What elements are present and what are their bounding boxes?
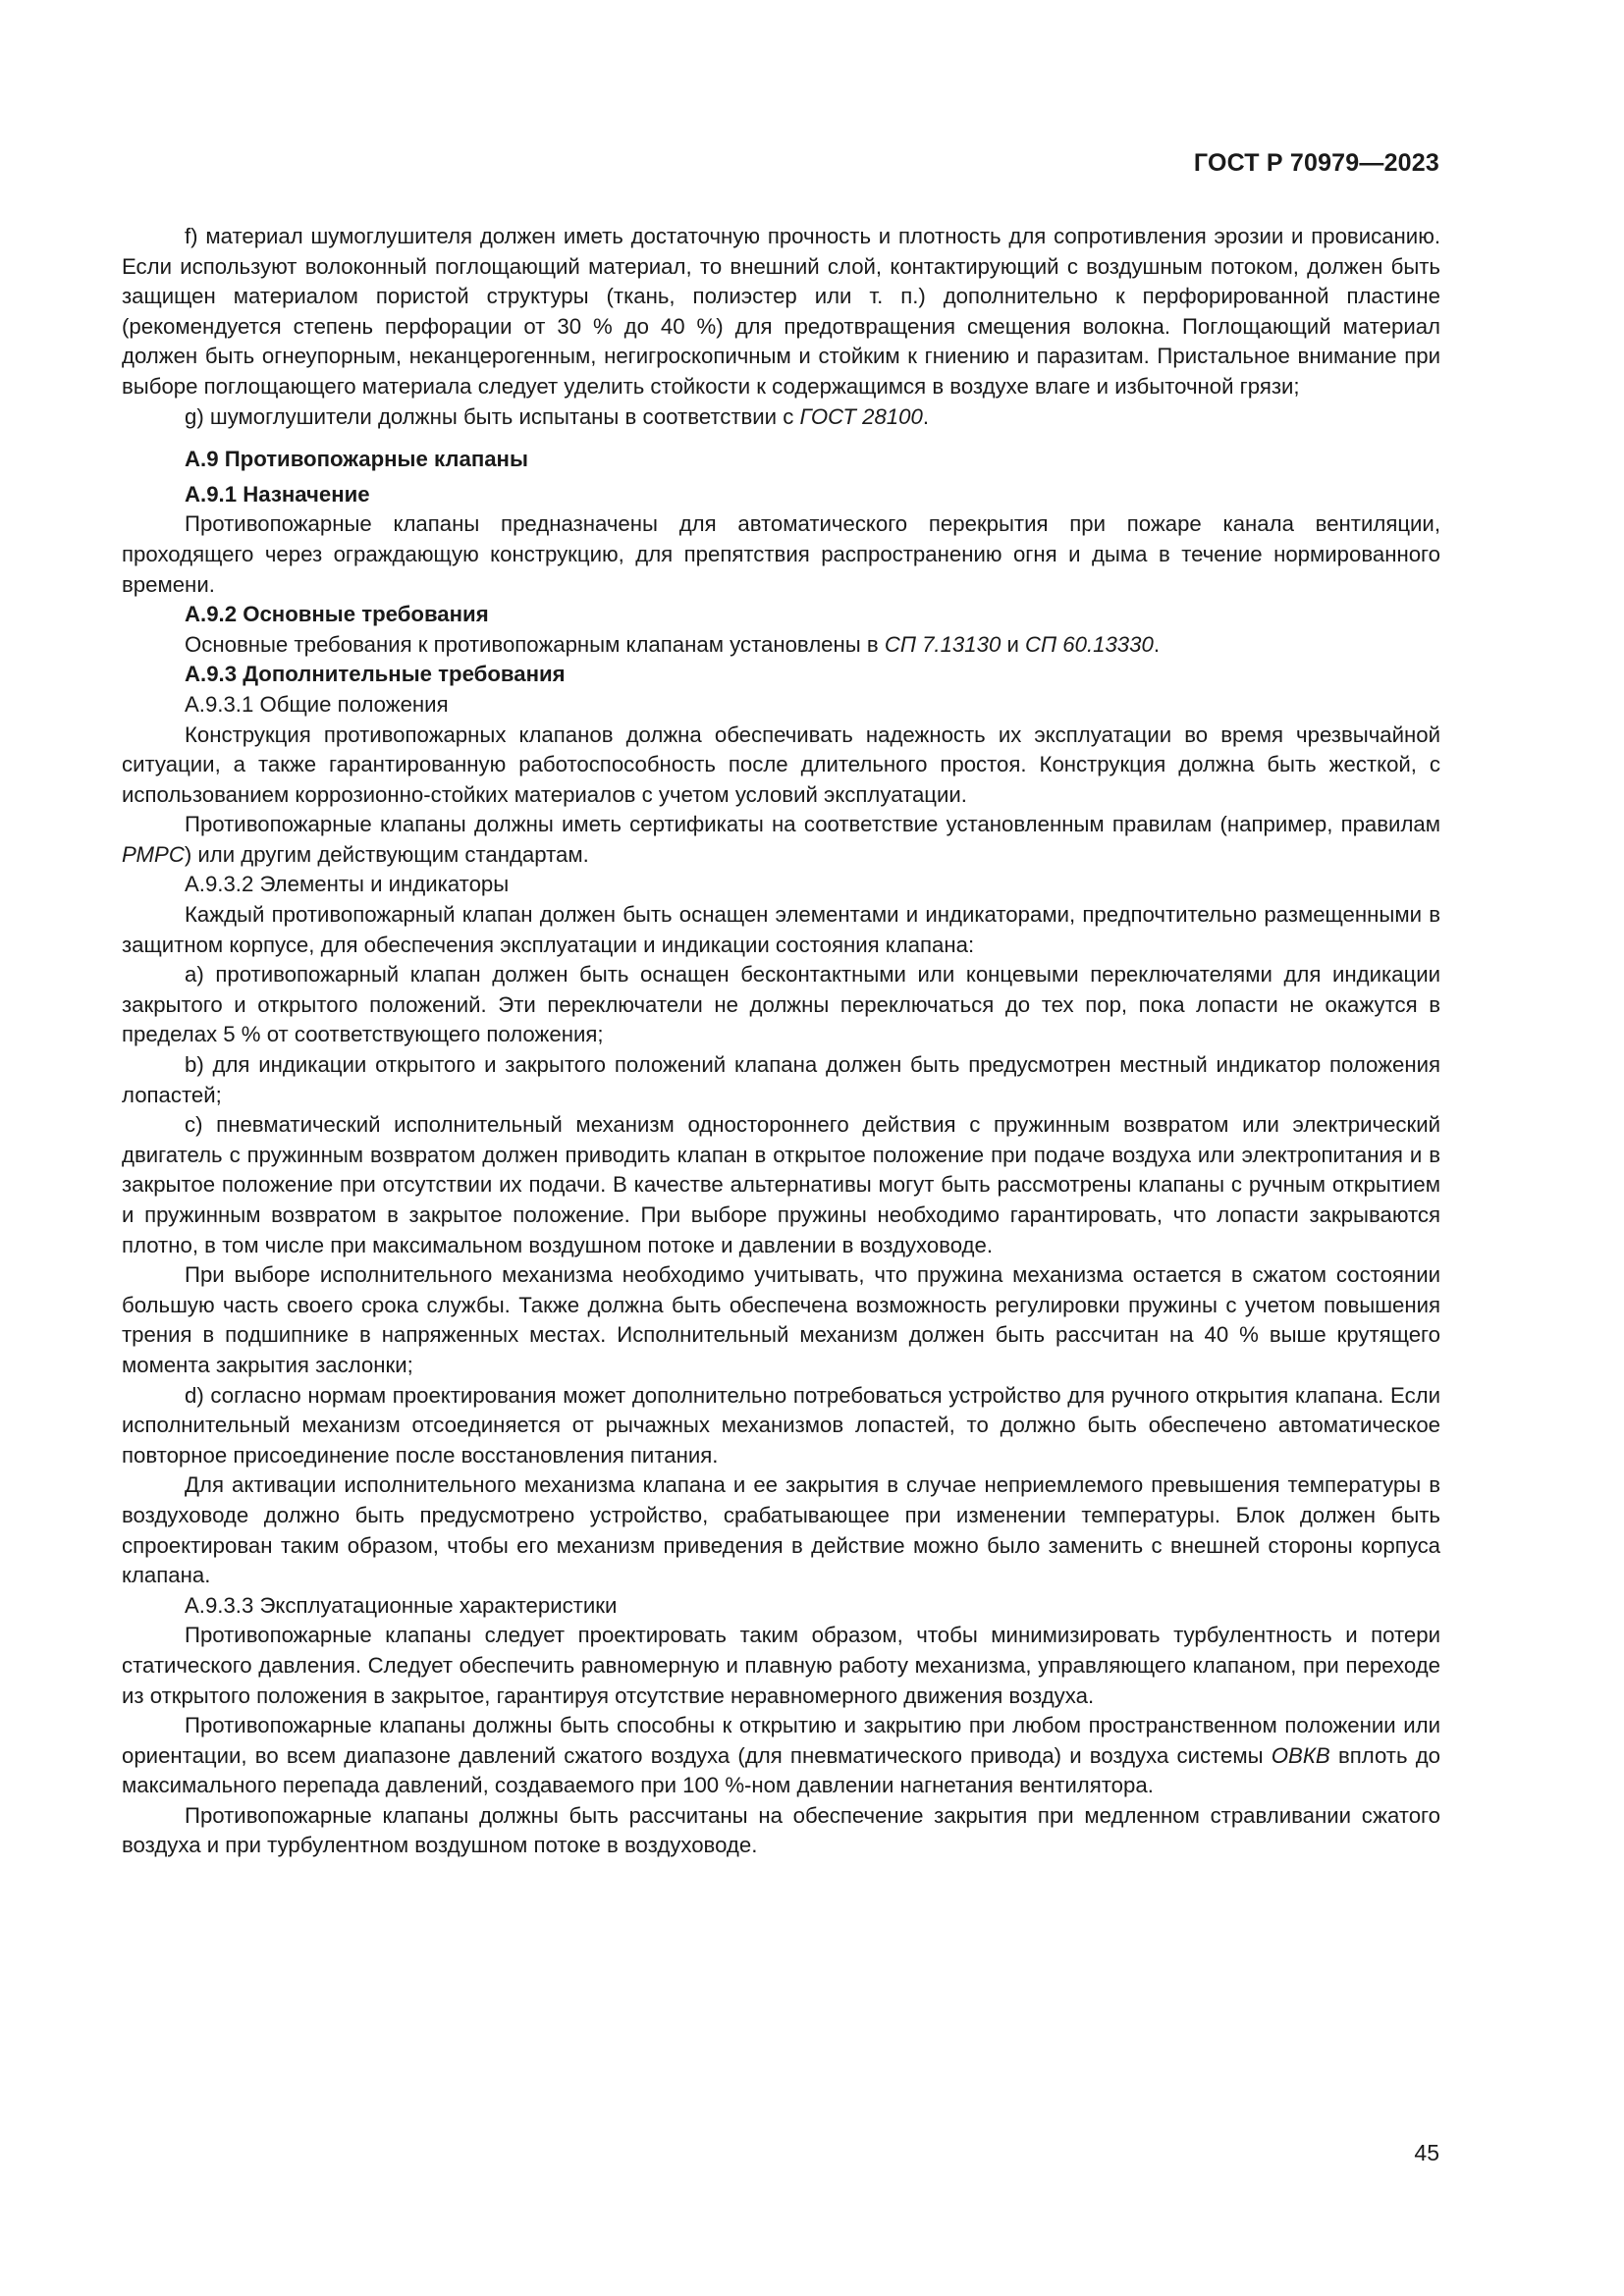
page-number: 45 (1414, 2140, 1439, 2165)
section-heading-a91: А.9.1 Назначение (185, 481, 370, 507)
section-heading-a93: А.9.3 Дополнительные требования (185, 662, 566, 687)
standard-reference: СП 60.13330 (1025, 631, 1154, 657)
paragraph-a931-2-end: ) или другим действующим стандартам. (184, 841, 589, 867)
subsection-title-a931: А.9.3.1 Общие положения (185, 691, 449, 717)
document-code: ГОСТ Р 70979—2023 (1193, 149, 1439, 177)
paragraph-a91: Противопожарные клапаны предназначены для автоматического перекрытия при пожаре канала вентиляции, проходящего через ограждающую конструкцию, для препятствия распространению огня и дыма в течение нормированного времени. (122, 511, 1440, 597)
paragraph-a933-2-text: Противопожарные клапаны должны быть способны к открытию и закрытию при любом пространственном положении или ориентации, во всем диапазоне давлений сжатого воздуха (для пневматического привода) и воздуха системы (122, 1713, 1440, 1768)
paragraph-a932-d2: Для активации исполнительного механизма клапана и ее закрытия в случае неприемлемого превышения температуры в воздуховоде должно быть предусмотрено устройство, срабатывающее при изменении температуры. Блок должен быть спроектирован таким образом, чтобы его механизм приведения в действие можно было заменить с внешней стороны корпуса клапана. (122, 1472, 1440, 1588)
paragraph-a92 (122, 630, 1440, 661)
subsection-title-a932: А.9.3.2 Элементы и индикаторы (185, 872, 510, 897)
paragraph-a931-1: Конструкция противопожарных клапанов должна обеспечивать надежность их эксплуатации во время чрезвычайной ситуации, а также гарантированную работоспособность после длительного простоя. Конструкция должна быть жесткой, с использованием коррозионно-стойких материалов с учетом условий эксплуатации. (122, 721, 1440, 807)
paragraph-a92-conj: и (1001, 631, 1026, 657)
standard-reference: РМРС (122, 841, 185, 867)
document-body (122, 222, 1440, 1861)
paragraph-a92-text: Основные требования к противопожарным клапанам установлены в (185, 631, 885, 657)
list-item-c: c) пневматический исполнительный механизм одностороннего действия с пружинным возвратом или электрический двигатель с пружинным возвратом должен приводить клапан в открытое положение при подаче воздуха или электропитания и в закрытое положение при отсутствии их подачи. В качестве альтернативы могут быть рассмотрены клапаны с ручным открытием и пружинным возвратом в закрытое положение. При выборе пружины необходимо гарантировать, что лопасти закрываются плотно, в том числе при максимальном воздушном потоке и давлении в воздуховоде. (122, 1112, 1440, 1257)
list-item-f: f) материал шумоглушителя должен иметь достаточную прочность и плотность для сопротивления эрозии и провисанию. Если используют волоконный поглощающий материал, то внешний слой, контактирующий с воздушным потоком, должен быть защищен материалом пористой структуры (ткань, полиэстер или т. п.) дополнительно к перфорированной пластине (рекомендуется степень перфорации от 30 % до 40 %) для предотвращения смещения волокна. Поглощающий материал должен быть огнеупорным, неканцерогенным, негигроскопичным и стойким к гниению и паразитам. Пристальное внимание при выборе поглощающего материала следует уделить стойкости к содержащимся в воздухе влаге и избыточной грязи; (122, 224, 1440, 399)
list-item-a: a) противопожарный клапан должен быть оснащен бесконтактными или концевыми переключателями для индикации закрытого и открытого положений. Эти переключатели не должны переключаться до тех пор, пока лопасти не окажутся в пределах 5 % от соответствующего положения; (122, 962, 1440, 1047)
list-item-g (122, 402, 1440, 433)
paragraph-a933-3: Противопожарные клапаны должны быть рассчитаны на обеспечение закрытия при медленном стравливании сжатого воздуха и при турбулентном воздушном потоке в воздуховоде. (122, 1802, 1440, 1858)
paragraph-a932-1: Каждый противопожарный клапан должен быть оснащен элементами и индикаторами, предпочтительно размещенными в защитном корпусе, для обеспечения эксплуатации и индикации состояния клапана: (122, 902, 1440, 957)
list-item-b: b) для индикации открытого и закрытого положений клапана должен быть предусмотрен местный индикатор положения лопастей; (122, 1052, 1440, 1107)
punctuation: . (1153, 631, 1160, 657)
punctuation: . (922, 403, 929, 429)
section-heading-a92: А.9.2 Основные требования (185, 602, 489, 627)
paragraph-a931-2-text: Противопожарные клапаны должны иметь сертификаты на соответствие установленным правилам (например, правилам (185, 812, 1440, 837)
standard-reference: ГОСТ 28100 (799, 403, 923, 429)
paragraph-a933-1: Противопожарные клапаны следует проектировать таким образом, чтобы минимизировать турбулентность и потери статического давления. Следует обеспечить равномерную и плавную работу механизма, управляющего клапаном, при переходе из открытого положения в закрытое, гарантируя отсутствие неравномерного движения воздуха. (122, 1623, 1440, 1708)
list-item-d: d) согласно нормам проектирования может дополнительно потребоваться устройство для ручного открытия клапана. Если исполнительный механизм отсоединяется от рычажных механизмов лопастей, то должно быть обеспечено автоматическое повторное присоединение после восстановления питания. (122, 1382, 1440, 1468)
paragraph-a931-2 (122, 810, 1440, 870)
section-heading-a9: А.9 Противопожарные клапаны (185, 447, 528, 472)
paragraph-a933-2 (122, 1711, 1440, 1801)
paragraph-a933-2-end: вплоть до максимального перепада давлений, создаваемого при 100 %-ном давлении нагнетания вентилятора. (122, 1742, 1441, 1798)
paragraph-a932-c2: При выборе исполнительного механизма необходимо учитывать, что пружина механизма остается в сжатом состоянии большую часть своего срока службы. Также должна быть обеспечена возможность регулировки пружины с учетом повышения трения в подшипнике в напряженных местах. Исполнительный механизм должен быть рассчитан на 40 % выше крутящего момента закрытия заслонки; (122, 1262, 1440, 1377)
standard-reference: ОВКВ (1271, 1742, 1330, 1768)
standard-reference: СП 7.13130 (884, 631, 1001, 657)
subsection-title-a933: А.9.3.3 Эксплуатационные характеристики (185, 1592, 618, 1618)
list-item-g-text: g) шумоглушители должны быть испытаны в соответствии с (185, 403, 800, 429)
